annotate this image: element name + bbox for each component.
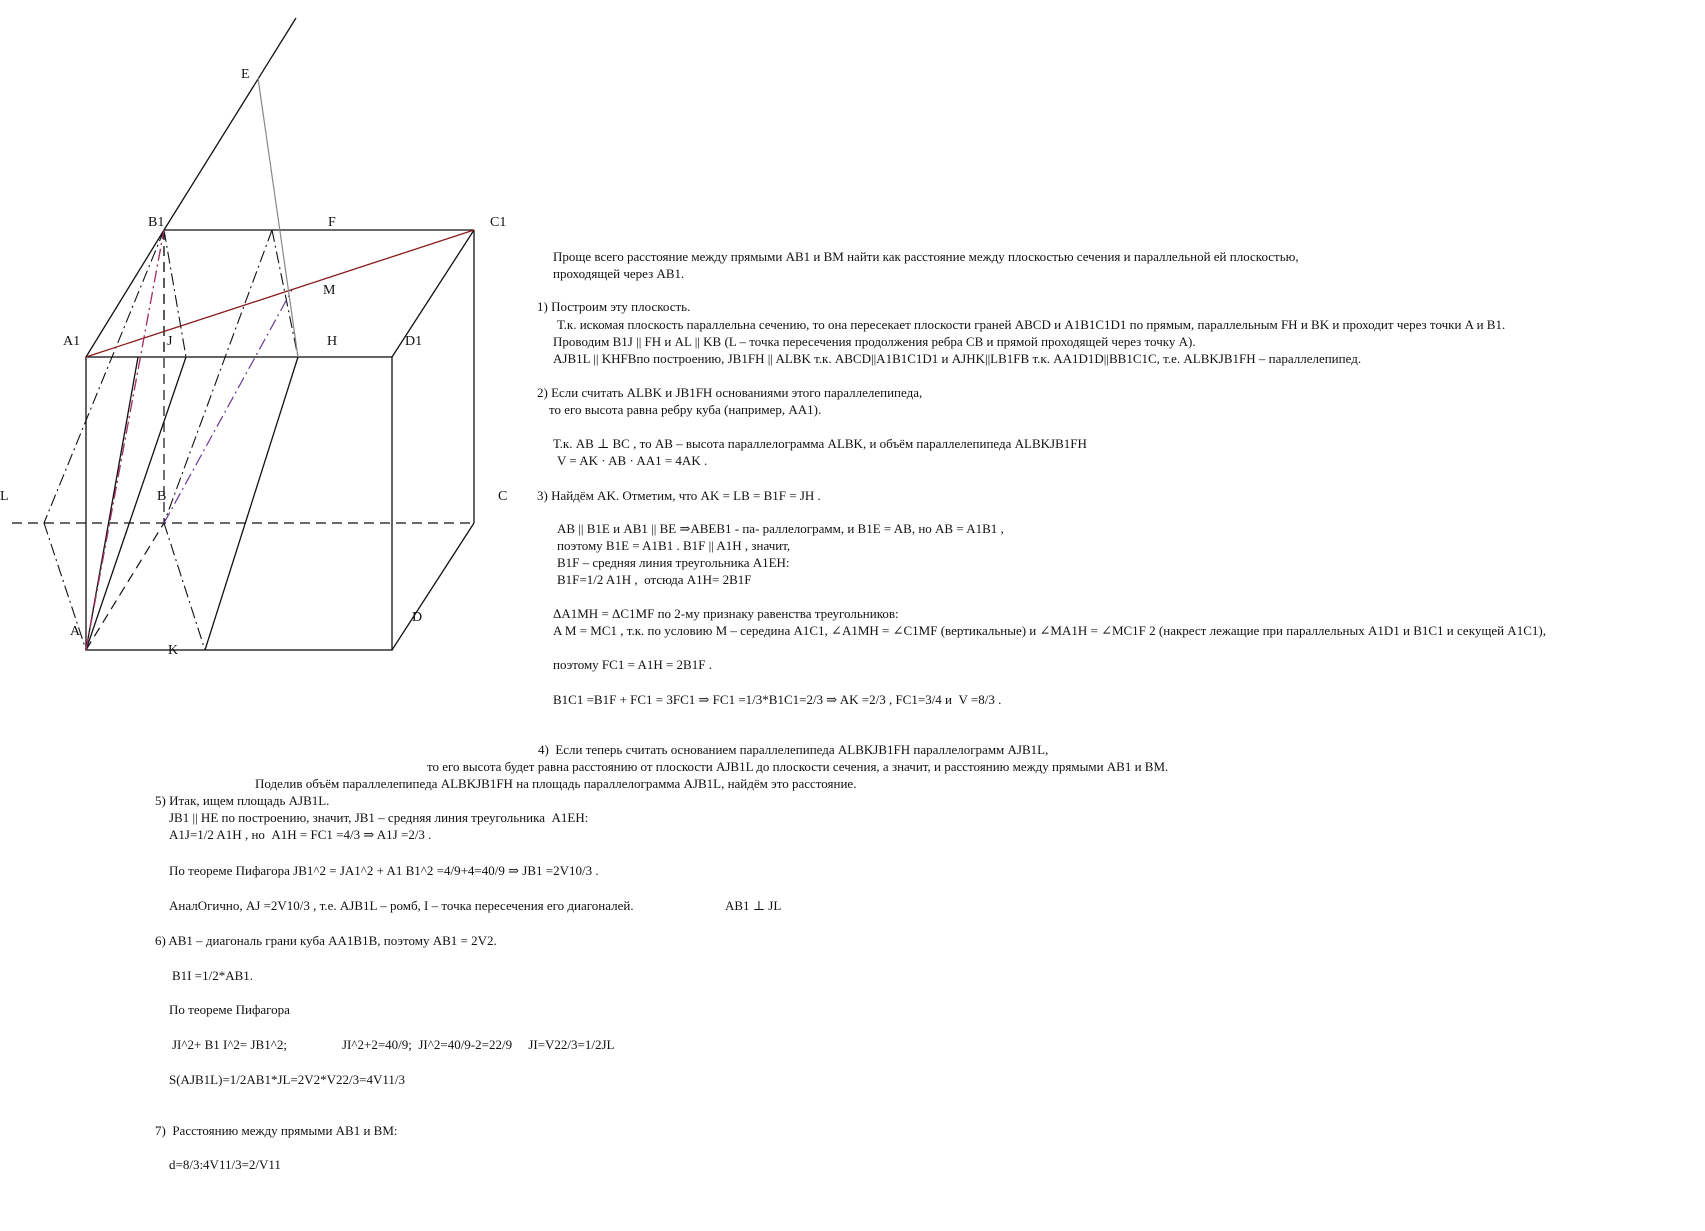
label-d: D <box>412 610 423 625</box>
section-6-title: 6) AB1 – диагональ грани куба AA1B1B, поэтому AB1 = 2V2. <box>155 933 497 948</box>
line-b-k <box>164 523 205 650</box>
section-5-line-1: JB1 || HE по построению, значит, JB1 – средняя линия треугольника A1EH: <box>169 810 589 825</box>
section-1-title: 1) Построим эту плоскость. <box>537 299 691 314</box>
label-b1: B1 <box>148 215 165 230</box>
section-3-line-7: поэтому FC1 = A1H = 2B1F . <box>553 657 712 672</box>
label-c: C <box>498 489 508 504</box>
line-b1-l <box>44 230 167 523</box>
label-b: B <box>157 489 167 504</box>
section-3-title: 3) Найдём AK. Отметим, что AK = LB = B1F = JH . <box>537 488 821 503</box>
label-m: M <box>323 283 336 298</box>
section-1-line-1: Т.к. искомая плоскость параллельна сечению, то она пересекает плоскости граней ABCD и A1B1C1D1 по прямым, параллельным FH и BK и проходит через точки A и B1. <box>557 317 1506 332</box>
line-b1-e <box>164 18 296 230</box>
label-j: J <box>167 334 173 349</box>
section-lines <box>86 357 298 650</box>
section-2-line-1: 2) Если считать ALBK и JB1FH основаниями этого параллелепипеда, <box>537 385 923 400</box>
section-2-line-4: V = AK · AB · AA1 = 4AK . <box>557 453 708 468</box>
hidden-edges <box>12 230 474 650</box>
section-7-title: 7) Расстоянию между прямыми AB1 и BM: <box>155 1123 398 1138</box>
section-3-line-8: B1C1 =B1F + FC1 = 3FC1 ⇒ FC1 =1/3*B1C1=2/3 ⇒ AK =2/3 , FC1=3/4 и V =8/3 . <box>553 692 1002 707</box>
section-5-line-3: По теореме Пифагора JB1^2 = JA1^2 + A1 B1^2 =4/9+4=40/9 ⇒ JB1 =2V10/3 . <box>169 863 599 878</box>
section-5-perp-note: AB1 ⊥ JL <box>725 898 782 913</box>
label-d1: D1 <box>405 334 423 349</box>
section-4-line-2: то его высота будет равна расстоянию от плоскости AJB1L до плоскости сечения, а значит, и расстоянию между прямыми AB1 и BM. <box>427 759 1169 774</box>
section-6-line-4: S(AJB1L)=1/2AB1*JL=2V2*V22/3=4V11/3 <box>169 1072 406 1087</box>
section-2-line-3: Т.к. AB ⊥ BC , то AB – высота параллелограмма ALBK, и объём параллелепипеда ALBKJB1FH <box>553 436 1087 451</box>
label-k: K <box>168 643 179 658</box>
intro-line-1: Проще всего расстояние между прямыми AB1 и BM найти как расстояние между плоскостью сечения и параллельной ей плоскостью, <box>553 249 1299 264</box>
section-4-line-1: 4) Если теперь считать основанием параллелепипеда ALBKJB1FH параллелограмм AJB1L, <box>538 742 1049 757</box>
section-6-line-2: По теореме Пифагора <box>169 1002 290 1017</box>
section-2-line-2: то его высота равна ребру куба (например, AA1). <box>549 402 822 417</box>
section-5-line-2: A1J=1/2 A1H , но A1H = FC1 =4/3 ⇒ A1J =2/3 . <box>169 827 432 842</box>
section-1-line-2: Проводим B1J || FH и AL || KB (L – точка пересечения продолжения ребра CB и прямой проходящей через точку A). <box>553 334 1196 349</box>
section-6-line-3b: JI^2+2=40/9; JI^2=40/9-2=22/9 JI=V22/3=1/2JL <box>342 1037 615 1052</box>
line-k-f <box>205 357 298 650</box>
label-h: H <box>327 334 338 349</box>
section-4-line-3: Поделив объём параллелепипеда ALBKJB1FH на площадь параллелограмма AJB1L, найдём это расстояние. <box>255 776 857 791</box>
section-3-line-2: поэтому B1E = A1B1 . B1F || A1H , значит, <box>557 538 791 553</box>
section-3-line-5: ΔA1MH = ΔC1MF по 2-му признаку равенства треугольников: <box>553 606 899 621</box>
line-f-h <box>272 230 298 357</box>
label-a1: A1 <box>63 334 81 349</box>
label-e: E <box>241 67 250 82</box>
label-l: L <box>0 489 9 504</box>
label-f: F <box>328 215 336 230</box>
line-f-b <box>164 230 272 523</box>
label-c1: C1 <box>490 215 507 230</box>
point-labels <box>0 67 507 658</box>
section-3-line-4: B1F=1/2 A1H , отсюда A1H= 2B1F <box>557 572 752 587</box>
section-3-line-1: AB || B1E и AB1 || BE ⇒ABEB1 - па- раллелограмм, и B1E = AB, но AB = A1B1 , <box>557 521 1004 536</box>
aux-dashdot <box>44 230 298 650</box>
label-a: A <box>70 624 81 639</box>
section-5-title: 5) Итак, ищем площадь AJB1L. <box>155 793 330 808</box>
section-6-line-3: JI^2+ B1 I^2= JB1^2; <box>172 1037 287 1052</box>
intro-line-2: проходящей через AB1. <box>553 266 685 281</box>
edge-c-d <box>392 523 474 650</box>
section-7-answer: d=8/3:4V11/3=2/V11 <box>169 1157 281 1172</box>
section-5-line-4: АналОгично, AJ =2V10/3 , т.е. AJB1L – ромб, I – точка пересечения его диагоналей. <box>169 898 634 913</box>
section-6-line-1: B1I =1/2*AB1. <box>172 968 254 983</box>
section-3-line-6: A M = MC1 , т.к. по условию M – середина A1C1, ∠A1MH = ∠C1MF (вертикальные) и ∠MA1H = ∠MC1F 2 (накрест лежащие при параллельных A1D1 и B1C1 и секущей A1C1), <box>553 623 1546 638</box>
section-1-line-3: AJB1L || KHFBпо построению, JB1FH || ALBK т.к. ABCD||A1B1C1D1 и AJHK||LB1FB т.к. AA1D1D||BB1C1C, т.е. ALBKJB1FH – параллелепипед. <box>553 351 1362 366</box>
section-3-line-3: B1F – средняя линия треугольника A1EH: <box>557 555 790 570</box>
